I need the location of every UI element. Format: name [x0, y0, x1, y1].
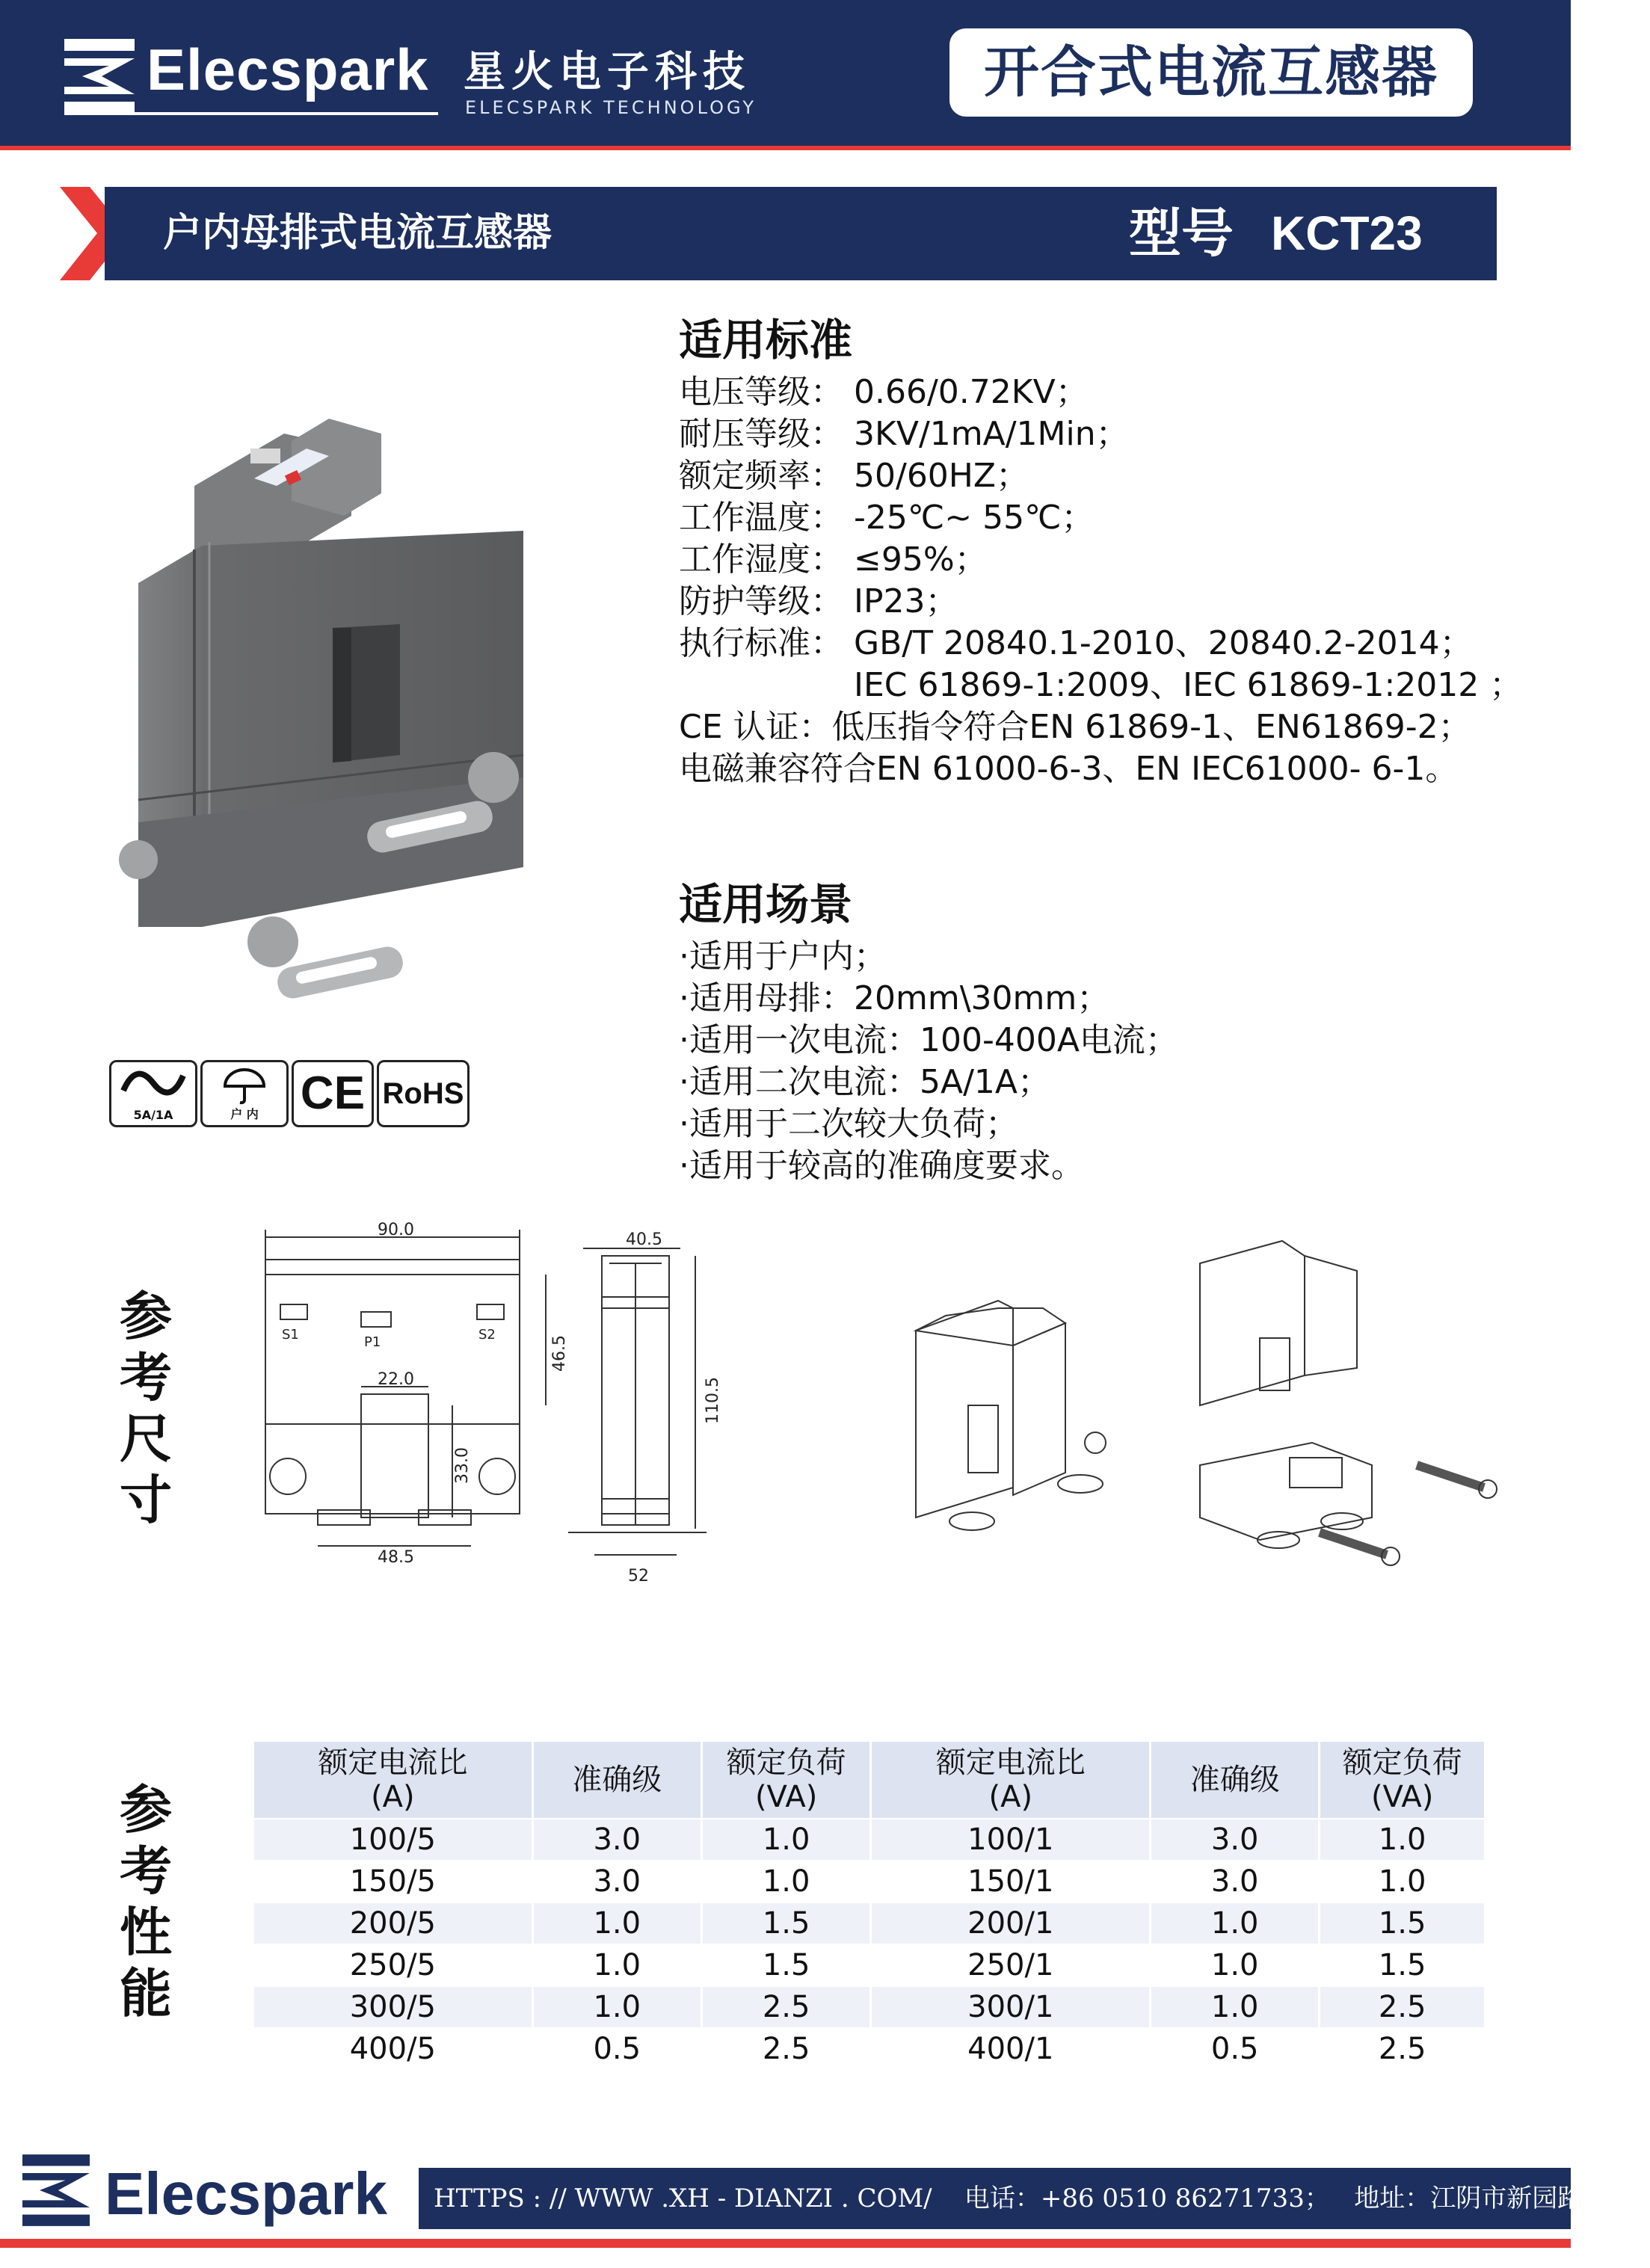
standard-item: 工作温度： -25℃~ 55℃；	[679, 499, 1095, 537]
table-row	[254, 1819, 1484, 1861]
model-code: KCT23	[1271, 206, 1423, 260]
umbrella-icon	[222, 1067, 267, 1104]
standard-item: 额定频率： 50/60HZ；	[679, 457, 1029, 495]
table-cell: 3.0	[532, 1861, 701, 1902]
scenario-item: ·适用于较高的准确度要求。	[679, 1147, 1084, 1185]
side-view-drawing	[359, 1151, 707, 1555]
terminal-p1: P1	[364, 1334, 381, 1350]
table-cell: 1.0	[1151, 1902, 1320, 1944]
table-cell: 150/5	[254, 1861, 532, 1902]
table-cell: 3.0	[1151, 1819, 1320, 1861]
table-cell: 250/1	[871, 1944, 1151, 1986]
table-cell: 1.5	[701, 1902, 871, 1944]
scenario-item: ·适用二次电流：5A/1A；	[679, 1063, 1050, 1101]
performance-table	[254, 1742, 1484, 2071]
emc-line: 电磁兼容符合EN 61000-6-3、EN IEC61000- 6-1。	[679, 750, 1459, 788]
footer-website[interactable]: HTTPS : // WWW .XH - DIANZI . COM/	[434, 2184, 932, 2213]
table-cell: 150/1	[871, 1861, 1151, 1902]
dim-window-width: 22.0	[378, 1370, 414, 1389]
col-header-burden: 额定负荷 (VA)	[701, 1742, 871, 1819]
table-cell: 300/5	[254, 1986, 532, 2028]
table-cell: 1.0	[1151, 1944, 1320, 1986]
table-cell: 300/1	[871, 1986, 1151, 2028]
col-header-ratio: 额定电流比 (A)	[254, 1742, 532, 1819]
rohs-mark: RoHS	[382, 1077, 464, 1110]
col-header-accuracy: 准确级	[532, 1742, 701, 1819]
standard-item: 耐压等级： 3KV/1mA/1Min；	[679, 415, 1129, 453]
ce-badge	[292, 1060, 374, 1127]
table-cell: 1.0	[532, 1902, 701, 1944]
table-row	[254, 1902, 1484, 1944]
table-cell: 1.0	[1320, 1819, 1484, 1861]
indoor-badge	[200, 1060, 289, 1127]
rating-badge-label: 5A/1A	[133, 1108, 173, 1122]
company-name-en: ELECSPARK TECHNOLOGY	[465, 97, 757, 118]
header-accent-line	[0, 146, 1571, 150]
table-cell: 400/1	[871, 2028, 1151, 2070]
table-cell: 2.5	[701, 2028, 871, 2070]
footer-contact	[434, 2168, 1650, 2229]
elecspark-logo-icon	[64, 39, 135, 114]
table-row	[254, 1986, 1484, 2028]
section-title: 户内母排式电流互感器	[163, 211, 552, 256]
table-cell: 2.5	[1320, 2028, 1484, 2070]
sine-wave-icon	[120, 1068, 186, 1098]
ce-mark: CE	[300, 1067, 366, 1119]
table-cell: 1.0	[1320, 1861, 1484, 1902]
footer-logo-icon	[22, 2153, 90, 2228]
table-cell: 1.5	[1320, 1944, 1484, 1986]
table-cell: 3.0	[1151, 1861, 1320, 1902]
standards-list	[679, 372, 1522, 790]
table-cell: 100/1	[871, 1819, 1151, 1861]
scenario-item: ·适用母排：20mm\30mm；	[679, 979, 1110, 1017]
dim-side-top: 40.5	[626, 1230, 662, 1249]
scenarios-list	[679, 936, 1178, 1187]
dim-base-spacing: 48.5	[378, 1548, 414, 1567]
table-cell: 3.0	[532, 1819, 701, 1861]
table-cell: 0.5	[1151, 2028, 1320, 2070]
rohs-badge	[377, 1060, 470, 1127]
model-label: 型号	[1129, 203, 1234, 264]
product-category-title: 开合式电流互感器	[984, 40, 1438, 105]
dim-window-height: 33.0	[453, 1447, 472, 1484]
table-cell: 200/5	[254, 1902, 532, 1944]
col-header-accuracy: 准确级	[1151, 1742, 1320, 1819]
table-cell: 400/5	[254, 2028, 532, 2070]
table-cell: 0.5	[532, 2028, 701, 2070]
table-header-row	[254, 1742, 1484, 1819]
indoor-badge-label: 户 内	[230, 1107, 259, 1121]
table-row	[254, 1944, 1484, 1986]
brand-underline	[64, 112, 438, 115]
dimensions-label: 参 考 尺 寸	[120, 1286, 172, 1531]
dim-front-width: 90.0	[378, 1221, 414, 1239]
dimension-drawings	[250, 1221, 1521, 1637]
col-header-ratio: 额定电流比 (A)	[871, 1742, 1151, 1819]
standards-heading: 适用标准	[679, 315, 853, 366]
scenario-item: ·适用一次电流：100-400A电流；	[679, 1021, 1178, 1059]
table-cell: 250/5	[254, 1944, 532, 1986]
brand-name: Elecspark	[147, 37, 429, 102]
rating-badge	[109, 1060, 197, 1127]
terminal-s1: S1	[282, 1327, 299, 1343]
scenario-item: ·适用于户内；	[679, 937, 887, 976]
footer-address: 地址：江阴市新园路6号。	[1354, 2184, 1650, 2213]
table-cell: 1.0	[1151, 1986, 1320, 2028]
exploded-sketch	[1200, 1241, 1497, 1565]
table-cell: 1.0	[532, 1944, 701, 1986]
table-cell: 1.5	[1320, 1902, 1484, 1944]
table-cell: 1.0	[701, 1861, 871, 1902]
col-header-burden: 额定负荷 (VA)	[1320, 1742, 1484, 1819]
table-cell: 200/1	[871, 1902, 1151, 1944]
scenarios-heading: 适用场景	[679, 879, 853, 930]
ce-certification-line: CE 认证：低压指令符合EN 61869-1、EN61869-2；	[679, 708, 1471, 746]
standard-item: 执行标准： GB/T 20840.1-2010、20840.2-2014；	[679, 624, 1473, 662]
table-cell: 1.0	[532, 1986, 701, 2028]
footer-accent-line	[0, 2239, 1571, 2248]
product-photo	[105, 404, 538, 1009]
table-row	[254, 1861, 1484, 1902]
standard-item: 电压等级： 0.66/0.72KV；	[679, 373, 1089, 411]
table-cell: 100/5	[254, 1819, 532, 1861]
footer-brand: Elecspark	[105, 2160, 388, 2227]
table-cell: 1.0	[701, 1819, 871, 1861]
performance-label: 参 考 性 能	[120, 1779, 172, 2024]
scenario-item: ·适用于二次较大负荷；	[679, 1105, 1018, 1143]
footer-phone: 电话：+86 0510 86271733；	[964, 2184, 1330, 2213]
table-row	[254, 2028, 1484, 2070]
certification-badges	[109, 1060, 468, 1124]
dim-side-height: 110.5	[704, 1377, 722, 1424]
standard-item: 防护等级： IP23；	[679, 582, 958, 620]
assembled-sketch	[916, 1301, 1106, 1530]
dim-front-height: 46.5	[550, 1335, 569, 1372]
standard-item-continuation: IEC 61869-1:2009、IEC 61869-1:2012 ；	[854, 666, 1523, 704]
terminal-s2: S2	[478, 1327, 496, 1343]
dim-side-base: 52	[628, 1567, 649, 1586]
table-cell: 2.5	[701, 1986, 871, 2028]
table-cell: 1.5	[701, 1944, 871, 1986]
table-cell: 2.5	[1320, 1986, 1484, 2028]
standard-item: 工作湿度： ≤95%；	[679, 540, 988, 579]
company-name-cn: 星火电子科技	[464, 48, 751, 96]
